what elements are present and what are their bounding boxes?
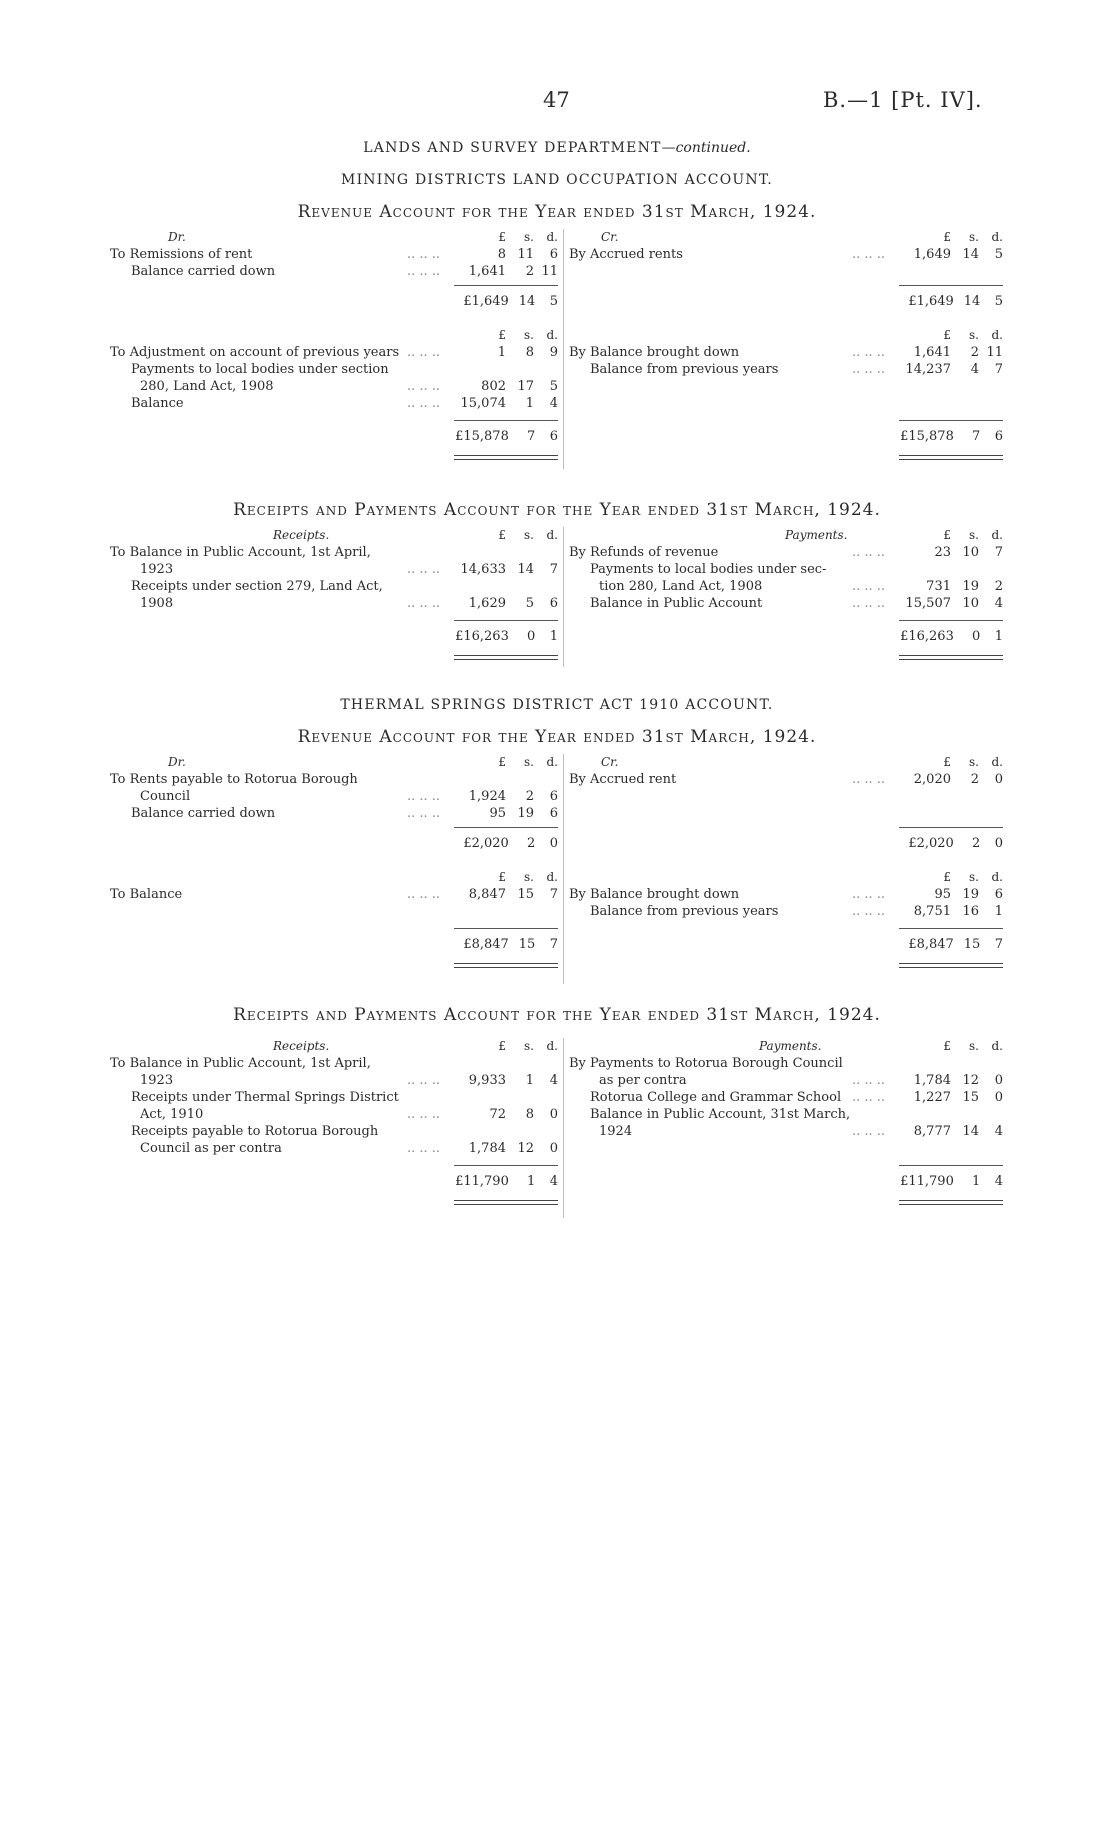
amount-pence: 5	[549, 379, 558, 394]
amount-shillings: 7	[972, 429, 981, 444]
amount-shillings: s.	[524, 528, 534, 542]
amount-pence: 0	[994, 836, 1003, 851]
page-reference: B.—1 [Pt. IV].	[823, 88, 983, 112]
thermal-revenue-credit	[569, 754, 1003, 960]
ledger-text: Payments.	[759, 1039, 822, 1053]
leader-dots: .. .. ..	[406, 1073, 440, 1088]
mining-revenue-debit	[110, 229, 558, 452]
amount-shillings: 1	[527, 1174, 536, 1189]
ledger-line	[569, 246, 1003, 263]
dr-label: Dr.	[168, 230, 186, 244]
amount-shillings: s.	[524, 328, 534, 342]
amount-pounds: £16,263	[900, 629, 954, 644]
leader-dots: .. .. ..	[851, 545, 885, 560]
amount-pounds: 731	[926, 579, 951, 594]
column-divider	[563, 754, 564, 984]
column-divider	[563, 1038, 564, 1218]
ledger-text: Council .. .. ..	[110, 788, 446, 805]
amount-shillings: 2	[525, 264, 534, 279]
leader-dots: .. .. ..	[851, 247, 885, 262]
amount-pounds: £	[943, 755, 951, 769]
ledger-text: To Balance in Public Account, 1st April,	[110, 545, 371, 560]
ledger-line	[110, 1089, 558, 1106]
amount-shillings: s.	[524, 1039, 534, 1053]
ledger-text: To Balance .. .. ..	[110, 886, 446, 903]
leader-dots: .. .. ..	[851, 345, 885, 360]
amount-shillings: 14	[518, 294, 536, 309]
amount-pence: 2	[994, 579, 1003, 594]
ledger-line	[569, 344, 1003, 361]
amount-shillings: s.	[524, 230, 534, 244]
ledger-text: To Rents payable to Rotorua Borough	[110, 772, 358, 787]
leader-dots: .. .. ..	[851, 1090, 885, 1105]
thermal-payments-side	[569, 1038, 1003, 1197]
ledger-text: 1908 .. .. ..	[110, 595, 446, 612]
amount-pence: 4	[549, 1174, 558, 1189]
amount-pounds: 23	[934, 545, 951, 560]
amount-pence: 0	[549, 1141, 558, 1156]
amount-pounds: £	[943, 328, 951, 342]
leader-dots: .. .. ..	[851, 1073, 885, 1088]
amount-shillings: 14	[962, 1124, 979, 1139]
amount-pence: 4	[549, 396, 558, 411]
amount-pence: 5	[994, 294, 1003, 309]
mining-receipts-ledger	[110, 527, 1003, 667]
amount-pence: 7	[549, 937, 558, 952]
mining-receipts-side	[110, 527, 558, 652]
leader-dots: .. .. ..	[406, 596, 440, 611]
ledger-line	[569, 1072, 1003, 1089]
leader-dots: .. .. ..	[851, 362, 885, 377]
thermal-account-title: THERMAL SPRINGS DISTRICT ACT 1910 ACCOUNT.	[340, 697, 774, 713]
ledger-line	[110, 1055, 558, 1072]
amount-pence: d.	[546, 870, 558, 884]
amount-pounds: £	[498, 870, 506, 884]
ledger-text: To Balance in Public Account, 1st April,	[110, 1056, 371, 1071]
ledger-line	[110, 788, 558, 805]
amount-shillings: 10	[962, 545, 979, 560]
amount-pence: 0	[549, 1107, 558, 1122]
amount-pence: d.	[991, 1039, 1003, 1053]
leader-dots: .. .. ..	[851, 579, 885, 594]
amount-pounds: 9,933	[468, 1073, 506, 1088]
ledger-line	[110, 1072, 558, 1089]
amount-pounds: £	[498, 230, 506, 244]
amount-pence: 1	[994, 904, 1003, 919]
amount-shillings: 8	[525, 1107, 534, 1122]
mining-payments-side	[569, 527, 1003, 652]
currency-header	[110, 327, 558, 344]
amount-pence: d.	[546, 528, 558, 542]
amount-shillings: 2	[525, 789, 534, 804]
amount-pence: 7	[994, 362, 1003, 377]
amount-shillings: 1	[525, 1073, 534, 1088]
amount-pence: 6	[549, 247, 558, 262]
amount-pence: 7	[549, 562, 558, 577]
amount-shillings: 2	[970, 345, 979, 360]
continued-label: —continued.	[661, 140, 751, 156]
total-line	[454, 827, 558, 852]
ledger-line	[110, 344, 558, 361]
amount-pence: 7	[549, 887, 558, 902]
amount-pence: d.	[991, 528, 1003, 542]
leader-dots: .. .. ..	[406, 1141, 440, 1156]
amount-pounds: £	[498, 755, 506, 769]
leader-dots: .. .. ..	[851, 887, 885, 902]
amount-pounds: 1,629	[468, 596, 506, 611]
ledger-line	[569, 1089, 1003, 1106]
amount-pounds: 8	[497, 247, 506, 262]
amount-pence: d.	[546, 1039, 558, 1053]
ledger-text: Cr.	[601, 755, 619, 769]
thermal-receipts-side	[110, 1038, 558, 1197]
amount-pounds: 1,649	[913, 247, 951, 262]
ledger-line	[569, 544, 1003, 561]
department-name: LANDS AND SURVEY DEPARTMENT	[363, 140, 662, 156]
amount-pence: d.	[991, 870, 1003, 884]
amount-pounds: £1,649	[908, 294, 954, 309]
amount-pence: 1	[994, 629, 1003, 644]
amount-pounds: £11,790	[900, 1174, 954, 1189]
thermal-receipts-heading: Receipts and Payments Account for the Year ended 31st March, 1924.	[233, 1005, 881, 1025]
leader-dots: .. .. ..	[851, 772, 885, 787]
leader-dots: .. .. ..	[406, 379, 440, 394]
amount-shillings: 7	[527, 429, 536, 444]
amount-pence: 4	[549, 1073, 558, 1088]
ledger-line	[110, 246, 558, 263]
ledger-line	[110, 361, 558, 378]
amount-pence: 7	[994, 937, 1003, 952]
amount-shillings: s.	[524, 870, 534, 884]
ledger-line	[569, 361, 1003, 378]
amount-pence: 4	[994, 1174, 1003, 1189]
total-line	[899, 620, 1003, 660]
amount-shillings: 19	[962, 579, 979, 594]
ledger-text: Balance .. .. ..	[110, 395, 446, 412]
amount-pounds: 802	[481, 379, 506, 394]
total-line	[454, 620, 558, 660]
amount-pounds: £	[943, 1039, 951, 1053]
total-line	[899, 420, 1003, 460]
amount-pence: 1	[549, 629, 558, 644]
ledger-line	[110, 378, 558, 395]
amount-pence: 0	[549, 836, 558, 851]
ledger-text: Council as per contra .. .. ..	[110, 1140, 446, 1157]
amount-shillings: 2	[527, 836, 536, 851]
amount-shillings: s.	[969, 528, 979, 542]
ledger-text: Balance from previous years .. .. ..	[569, 903, 891, 920]
amount-pounds: £15,878	[455, 429, 509, 444]
amount-shillings: s.	[969, 755, 979, 769]
ledger-line	[110, 805, 558, 822]
leader-dots: .. .. ..	[406, 806, 440, 821]
mining-account-title: MINING DISTRICTS LAND OCCUPATION ACCOUNT.	[341, 172, 773, 188]
amount-pence: 5	[994, 247, 1003, 262]
ledger-line	[569, 903, 1003, 920]
debit-header	[110, 229, 558, 246]
ledger-text: Balance in Public Account .. .. ..	[569, 595, 891, 612]
amount-pounds: 1,784	[468, 1141, 506, 1156]
amount-pence: d.	[991, 328, 1003, 342]
leader-dots: .. .. ..	[851, 904, 885, 919]
ledger-text: Balance from previous years .. .. ..	[569, 361, 891, 378]
total-line	[454, 928, 558, 968]
amount-pounds: 1,641	[468, 264, 506, 279]
amount-shillings: 15	[962, 1090, 979, 1105]
amount-shillings: s.	[969, 1039, 979, 1053]
ledger-text: as per contra .. .. ..	[569, 1072, 891, 1089]
ledger-text: Rotorua College and Grammar School .. .. ..	[569, 1089, 891, 1106]
ledger-line	[569, 1055, 1003, 1072]
amount-pounds: £	[943, 230, 951, 244]
ledger-text: By Balance brought down .. .. ..	[569, 344, 891, 361]
amount-pounds: £2,020	[463, 836, 509, 851]
thermal-receipts-ledger	[110, 1038, 1003, 1218]
ledger-line	[569, 578, 1003, 595]
ledger-line	[569, 595, 1003, 612]
ledger-line	[110, 395, 558, 412]
ledger-text: Balance carried down .. .. ..	[110, 805, 446, 822]
leader-dots: .. .. ..	[406, 396, 440, 411]
total-line	[454, 1165, 558, 1205]
amount-pence: d.	[546, 230, 558, 244]
total-line	[454, 420, 558, 460]
amount-shillings: 5	[525, 596, 534, 611]
total-line	[899, 928, 1003, 968]
ledger-text: To Remissions of rent .. .. ..	[110, 246, 446, 263]
leader-dots: .. .. ..	[406, 247, 440, 262]
credit-header	[569, 229, 1003, 246]
mining-receipts-heading: Receipts and Payments Account for the Year ended 31st March, 1924.	[233, 500, 881, 520]
ledger-line	[569, 1106, 1003, 1123]
amount-pounds: £	[498, 328, 506, 342]
amount-shillings: 2	[970, 772, 979, 787]
amount-pence: d.	[991, 230, 1003, 244]
amount-shillings: 12	[962, 1073, 979, 1088]
leader-dots: .. .. ..	[406, 345, 440, 360]
amount-pence: 9	[549, 345, 558, 360]
ledger-line	[110, 1140, 558, 1157]
mining-revenue-credit	[569, 229, 1003, 452]
amount-pounds: £	[943, 528, 951, 542]
amount-shillings: s.	[969, 870, 979, 884]
amount-shillings: 14	[517, 562, 534, 577]
mining-revenue-heading: Revenue Account for the Year ended 31st March, 1924.	[297, 202, 817, 222]
cr-label: Cr.	[601, 230, 619, 244]
amount-pence: d.	[546, 328, 558, 342]
ledger-text: Dr.	[168, 755, 186, 769]
column-divider	[563, 527, 564, 667]
amount-shillings: 2	[972, 836, 981, 851]
amount-pounds: £8,847	[908, 937, 954, 952]
amount-pounds: £16,263	[455, 629, 509, 644]
amount-pence: 6	[549, 596, 558, 611]
amount-shillings: 0	[527, 629, 536, 644]
amount-pounds: 8,777	[913, 1124, 951, 1139]
ledger-line	[110, 578, 558, 595]
amount-pounds: £2,020	[908, 836, 954, 851]
amount-shillings: s.	[969, 328, 979, 342]
leader-dots: .. .. ..	[406, 789, 440, 804]
amount-pounds: £1,649	[463, 294, 509, 309]
thermal-revenue-heading: Revenue Account for the Year ended 31st March, 1924.	[297, 727, 817, 747]
ledger-text: Receipts payable to Rotorua Borough	[131, 1124, 379, 1139]
page-number: 47	[543, 88, 570, 112]
amount-pounds: 95	[489, 806, 506, 821]
amount-pence: 4	[994, 596, 1003, 611]
amount-pounds: £8,847	[463, 937, 509, 952]
leader-dots: .. .. ..	[406, 264, 440, 279]
ledger-line	[569, 886, 1003, 903]
ledger-text: Payments to local bodies under section	[131, 362, 389, 377]
amount-pounds: 1,227	[913, 1090, 951, 1105]
amount-pounds: 2,020	[913, 772, 951, 787]
amount-pounds: £15,878	[900, 429, 954, 444]
ledger-text: Receipts under Thermal Springs District	[131, 1090, 399, 1105]
amount-shillings: 14	[963, 294, 981, 309]
amount-shillings: 15	[518, 937, 536, 952]
ledger-line	[110, 1106, 558, 1123]
amount-pence: 4	[994, 1124, 1003, 1139]
amount-shillings: 4	[970, 362, 979, 377]
amount-shillings: 8	[525, 345, 534, 360]
amount-pence: 7	[994, 545, 1003, 560]
total-line	[899, 1165, 1003, 1205]
ledger-line	[569, 1123, 1003, 1140]
amount-pence: 0	[994, 1073, 1003, 1088]
amount-shillings: s.	[969, 230, 979, 244]
ledger-text: tion 280, Land Act, 1908 .. .. ..	[569, 578, 891, 595]
ledger-text: Payments to local bodies under sec-	[590, 562, 827, 577]
amount-pounds: 1,641	[913, 345, 951, 360]
ledger-line	[569, 771, 1003, 788]
amount-pence: 6	[549, 429, 558, 444]
amount-pence: d.	[546, 755, 558, 769]
ledger-text: 1924 .. .. ..	[569, 1123, 891, 1140]
ledger-line	[110, 544, 558, 561]
ledger-line	[110, 886, 558, 903]
ledger-text: To Adjustment on account of previous years .. .. ..	[110, 344, 446, 361]
amount-pence: 5	[549, 294, 558, 309]
amount-shillings: s.	[524, 755, 534, 769]
payments-label: Payments.	[785, 528, 848, 542]
receipts-label: Receipts.	[273, 528, 330, 542]
amount-pence: 11	[541, 264, 558, 279]
amount-shillings: 10	[962, 596, 979, 611]
thermal-revenue-debit	[110, 754, 558, 960]
amount-pounds: 1,924	[468, 789, 506, 804]
ledger-line	[110, 595, 558, 612]
amount-pounds: 15,074	[460, 396, 506, 411]
amount-shillings: 0	[972, 629, 981, 644]
amount-shillings: 12	[517, 1141, 534, 1156]
ledger-line	[110, 263, 558, 280]
amount-pence: 0	[994, 1090, 1003, 1105]
mining-revenue-ledger	[110, 229, 1003, 469]
ledger-text: 1923 .. .. ..	[110, 561, 446, 578]
amount-pounds: 14,237	[905, 362, 951, 377]
amount-pounds: 15,507	[905, 596, 951, 611]
ledger-text: By Accrued rents .. .. ..	[569, 246, 891, 263]
ledger-text: Balance carried down .. .. ..	[110, 263, 446, 280]
amount-shillings: 19	[962, 887, 979, 902]
ledger-line	[110, 561, 558, 578]
amount-shillings: 15	[963, 937, 981, 952]
amount-shillings: 17	[517, 379, 534, 394]
ledger-text: Act, 1910 .. .. ..	[110, 1106, 446, 1123]
leader-dots: .. .. ..	[406, 887, 440, 902]
leader-dots: .. .. ..	[406, 562, 440, 577]
amount-pence: 6	[994, 887, 1003, 902]
ledger-text: 1923 .. .. ..	[110, 1072, 446, 1089]
amount-pence: 0	[994, 772, 1003, 787]
department-title	[0, 140, 1114, 156]
amount-pence: d.	[991, 755, 1003, 769]
amount-pounds: £	[943, 870, 951, 884]
column-divider	[563, 229, 564, 469]
ledger-text: By Refunds of revenue .. .. ..	[569, 544, 891, 561]
leader-dots: .. .. ..	[406, 1107, 440, 1122]
amount-shillings: 11	[517, 247, 534, 262]
total-line	[454, 285, 558, 310]
amount-pounds: 1,784	[913, 1073, 951, 1088]
leader-dots: .. .. ..	[851, 596, 885, 611]
amount-pounds: 14,633	[460, 562, 506, 577]
amount-shillings: 15	[517, 887, 534, 902]
ledger-text: 280, Land Act, 1908 .. .. ..	[110, 378, 446, 395]
amount-pence: 6	[549, 789, 558, 804]
ledger-text: Balance in Public Account, 31st March,	[590, 1107, 851, 1122]
ledger-text: Receipts under section 279, Land Act,	[131, 579, 383, 594]
ledger-line	[569, 561, 1003, 578]
amount-pounds: 1	[497, 345, 506, 360]
ledger-text: By Balance brought down .. .. ..	[569, 886, 891, 903]
amount-shillings: 1	[972, 1174, 981, 1189]
ledger-text: Receipts.	[273, 1039, 330, 1053]
thermal-revenue-ledger	[110, 754, 1003, 984]
ledger-text: By Accrued rent .. .. ..	[569, 771, 891, 788]
amount-pence: 6	[549, 806, 558, 821]
total-line	[899, 827, 1003, 852]
total-line	[899, 285, 1003, 310]
amount-pounds: £	[498, 528, 506, 542]
amount-pounds: £	[498, 1039, 506, 1053]
amount-shillings: 19	[517, 806, 534, 821]
amount-pounds: 8,847	[468, 887, 506, 902]
amount-pounds: 8,751	[913, 904, 951, 919]
ledger-text: By Payments to Rotorua Borough Council	[569, 1056, 843, 1071]
amount-pounds: 72	[489, 1107, 506, 1122]
amount-shillings: 14	[962, 247, 979, 262]
ledger-line	[110, 771, 558, 788]
ledger-line	[110, 1123, 558, 1140]
leader-dots: .. .. ..	[851, 1124, 885, 1139]
amount-shillings: 16	[962, 904, 979, 919]
amount-pence: 6	[994, 429, 1003, 444]
amount-pounds: 95	[934, 887, 951, 902]
amount-pounds: £11,790	[455, 1174, 509, 1189]
amount-shillings: 1	[525, 396, 534, 411]
amount-pence: 11	[986, 345, 1003, 360]
